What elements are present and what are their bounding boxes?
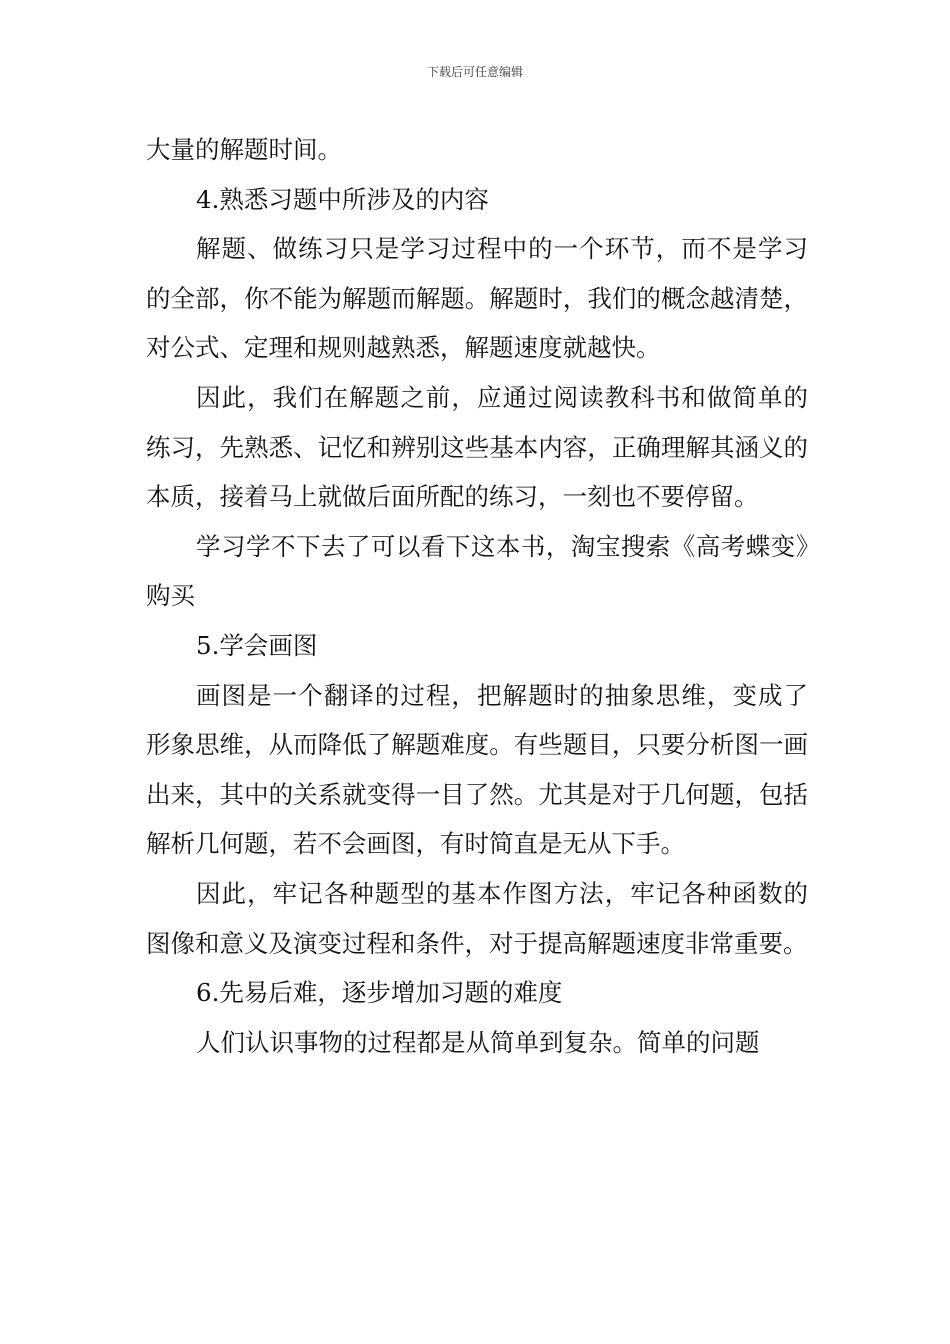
page-header: 下载后可任意编辑	[426, 65, 523, 79]
paragraph: 因此，我们在解题之前，应通过阅读教科书和做简单的练习，先熟悉、记忆和辨别这些基本内容，正确理解其涵义的本质，接着马上就做后面所配的练习，一刻也不要停留。	[146, 382, 808, 512]
paragraph: 解题、做练习只是学习过程中的一个环节，而不是学习的全部，你不能为解题而解题。解题时，我们的概念越清楚，对公式、定理和规则越熟悉，解题速度就越快。	[146, 234, 808, 363]
section-heading-6: 6.先易后难，逐步增加习题的难度	[196, 978, 563, 1008]
section-heading-4: 4.熟悉习题中所涉及的内容	[196, 184, 489, 214]
paragraph: 因此，牢记各种题型的基本作图方法，牢记各种函数的图像和意义及演变过程和条件，对于提高解题速度非常重要。	[146, 878, 808, 958]
paragraph: 人们认识事物的过程都是从简单到复杂。简单的问题	[196, 1027, 760, 1057]
paragraph-book-note: 学习学不下去了可以看下这本书，淘宝搜索《高考蝶变》购买	[146, 531, 808, 611]
paragraph-continuation: 大量的解题时间。	[146, 135, 342, 164]
section-heading-5: 5.学会画图	[196, 630, 318, 660]
paragraph: 画图是一个翻译的过程，把解题时的抽象思维，变成了形象思维，从而降低了解题难度。有些题目，只要分析图一画出来，其中的关系就变得一目了然。尤其是对于几何题，包括解析几何题，若不会画图，有时简直是无从下手。	[146, 680, 808, 859]
document-body	[146, 125, 808, 1067]
